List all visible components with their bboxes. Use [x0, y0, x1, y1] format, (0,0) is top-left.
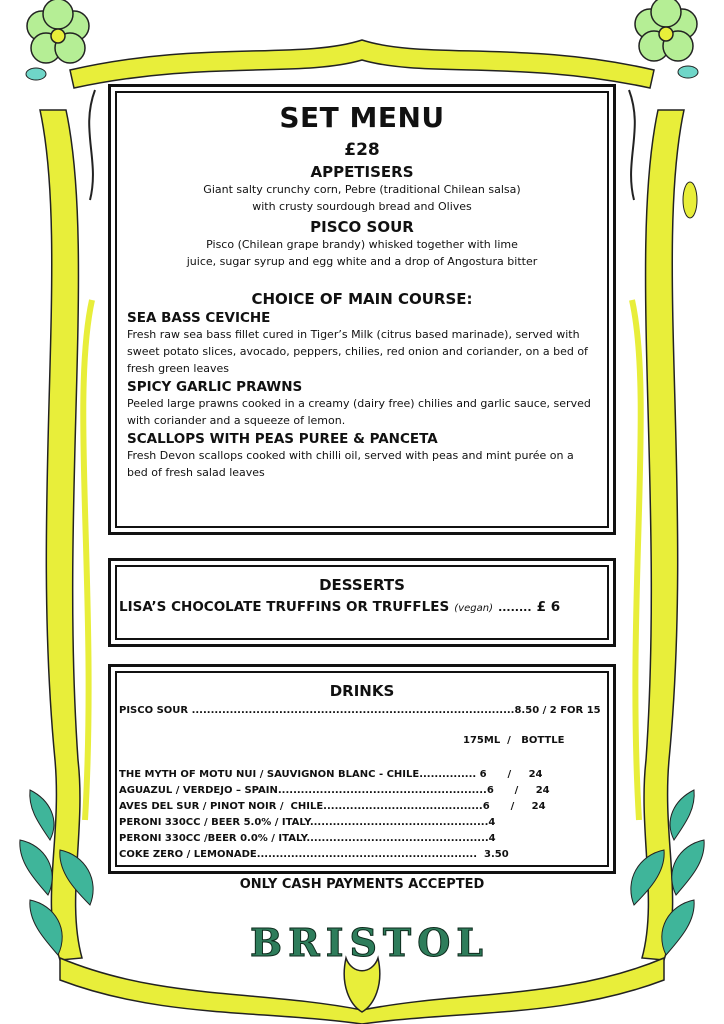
flower-top-right [635, 0, 697, 61]
appetisers-heading: APPETISERS [310, 163, 414, 181]
dessert-item: LISA’S CHOCOLATE TRUFFINS OR TRUFFLES [119, 599, 450, 615]
main-item-description: Fresh Devon scallops cooked with chilli oil, served with peas and mint purée on a bed of fresh salad leaves [127, 449, 574, 479]
main-item-description: Peeled large prawns cooked in a creamy (dairy free) chilies and garlic sauce, served with coriander and a squeeze of lemon. [127, 397, 591, 427]
tulip-emblem [344, 958, 380, 1012]
drink-row: PERONI 330CC /BEER 0.0% / ITALY................................................4 [119, 833, 496, 844]
main-item-name: SCALLOPS WITH PEAS PUREE & PANCETA [127, 431, 438, 447]
frame-top-arch [70, 40, 654, 88]
drink-row-pisco: PISCO SOUR .....................................................................................8.50 / 2 FOR 15 [119, 705, 601, 716]
appetisers-line-1: Giant salty crunchy corn, Pebre (traditional Chilean salsa) [203, 183, 521, 196]
dessert-leader: ........ [498, 601, 532, 614]
drink-row: COKE ZERO / LEMONADE.......................................................... 3.50 [119, 849, 509, 860]
drink-row: THE MYTH OF MOTU NUI / SAUVIGNON BLANC - CHILE............... 6 / 24 [119, 769, 543, 780]
drink-row: AVES DEL SUR / PINOT NOIR / CHILE..........................................6 / 24 [119, 801, 546, 812]
dessert-row [119, 596, 605, 615]
pisco-sour-heading: PISCO SOUR [310, 218, 414, 236]
desserts-heading: DESSERTS [319, 576, 405, 594]
desserts-box [108, 558, 616, 647]
dessert-note: (vegan) [454, 603, 493, 614]
bristol-logo: BRISTOL [250, 920, 490, 965]
payment-note: ONLY CASH PAYMENTS ACCEPTED [239, 877, 485, 892]
drink-list [119, 767, 605, 863]
set-menu-box [108, 84, 616, 535]
flower-top-left [27, 0, 89, 63]
main-item-description: Fresh raw sea bass fillet cured in Tiger’s Milk (citrus based marinade), served with sweet potato slices, avocado, peppers, chilies, red onion and coriander, on a bed of fresh green leaves [127, 328, 588, 375]
dessert-price: £ 6 [536, 599, 561, 615]
pisco-sour-line-1: Pisco (Chilean grape brandy) whisked together with lime [206, 238, 518, 251]
appetisers-line-2: with crusty sourdough bread and Olives [252, 200, 472, 213]
pisco-sour-line-2: juice, sugar syrup and egg white and a drop of Angostura bitter [186, 255, 538, 268]
set-menu-price: £28 [344, 140, 380, 160]
drink-size-header: 175ML / BOTTLE [463, 735, 565, 746]
set-menu-title: SET MENU [279, 101, 445, 134]
drinks-box [108, 664, 616, 874]
main-course-heading: CHOICE OF MAIN COURSE: [251, 290, 473, 308]
main-item-name: SEA BASS CEVICHE [127, 310, 271, 326]
main-item-name: SPICY GARLIC PRAWNS [127, 379, 303, 395]
drink-row: AGUAZUL / VERDEJO – SPAIN.......................................................6 / 24 [119, 785, 550, 796]
drinks-heading: DRINKS [329, 682, 395, 700]
drink-row: PERONI 330CC / BEER 5.0% / ITALY...............................................4 [119, 817, 496, 828]
